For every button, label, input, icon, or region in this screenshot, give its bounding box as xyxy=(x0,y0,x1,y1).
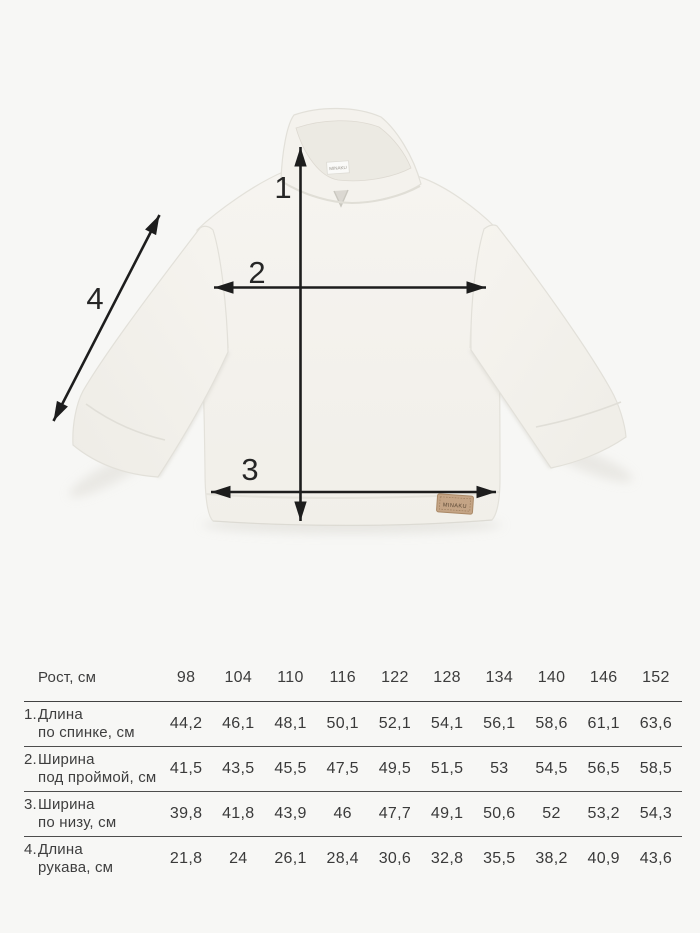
collar-tag-text: MINAKU xyxy=(329,164,347,172)
value-cell: 50,1 xyxy=(326,715,359,732)
table-row-back-length xyxy=(24,702,682,747)
brand-patch xyxy=(436,494,473,514)
row-name-line2: под проймой, см xyxy=(38,769,157,786)
table-header-row xyxy=(24,655,682,702)
row-label xyxy=(24,841,160,878)
value-cell: 44,2 xyxy=(169,715,203,732)
value-cell: 61,1 xyxy=(587,715,620,732)
row-name-line2: по низу, см xyxy=(38,814,117,831)
value-cell: 47,7 xyxy=(378,805,412,822)
value-cell: 30,6 xyxy=(378,850,412,867)
value-cell: 35,5 xyxy=(483,850,516,867)
value-cell: 41,8 xyxy=(222,805,255,822)
value-cell: 38,2 xyxy=(535,850,568,867)
measure-label-2: 2 xyxy=(248,255,266,290)
value-cell: 51,5 xyxy=(430,760,464,777)
collar-tag xyxy=(327,161,350,175)
value-cell: 47,5 xyxy=(326,760,359,777)
row-name-line2: рукава, см xyxy=(38,859,114,876)
value-cell: 58,6 xyxy=(535,715,568,732)
value-cell: 63,6 xyxy=(639,715,673,732)
row-name-line1: Ширина xyxy=(38,750,95,768)
value-cell: 54,1 xyxy=(430,715,464,732)
value-cell: 54,3 xyxy=(639,805,673,822)
measure-label-3: 3 xyxy=(241,452,259,487)
value-cell: 46 xyxy=(333,805,352,822)
table-row-bottom-width xyxy=(24,792,682,837)
value-cell: 53,2 xyxy=(587,805,620,822)
size-col-128: 128 xyxy=(433,669,461,686)
size-col-152: 152 xyxy=(642,669,670,686)
measure-label-1: 1 xyxy=(274,170,292,205)
value-cell: 46,1 xyxy=(222,715,255,732)
table-row-sleeve-length xyxy=(24,837,682,881)
row-number: 1. xyxy=(24,705,37,723)
row-name-line1: Ширина xyxy=(38,795,95,813)
value-cell: 58,5 xyxy=(639,760,673,777)
value-cell: 56,5 xyxy=(587,760,620,777)
row-number: 4. xyxy=(24,840,37,858)
row-number: 3. xyxy=(24,795,37,813)
size-col-116: 116 xyxy=(329,669,356,686)
value-cell: 49,5 xyxy=(378,760,412,777)
brand-patch-text: MINAKU xyxy=(442,502,468,511)
value-cell: 43,5 xyxy=(222,760,255,777)
size-col-104: 104 xyxy=(224,669,253,686)
table-row-chest-width xyxy=(24,747,682,792)
size-col-110: 110 xyxy=(277,669,304,686)
size-col-122: 122 xyxy=(381,669,409,686)
row-name-line2: по спинке, см xyxy=(38,724,135,741)
value-cell: 21,8 xyxy=(169,850,203,867)
size-table xyxy=(24,655,682,881)
size-col-140: 140 xyxy=(537,669,566,686)
value-cell: 32,8 xyxy=(430,850,464,867)
value-cell: 28,4 xyxy=(326,850,359,867)
value-cell: 45,5 xyxy=(274,760,307,777)
size-col-134: 134 xyxy=(485,669,514,686)
value-cell: 41,5 xyxy=(169,760,203,777)
value-cell: 26,1 xyxy=(274,850,307,867)
row-label xyxy=(24,796,160,833)
height-header: Рост, см xyxy=(38,668,97,686)
value-cell: 50,6 xyxy=(483,805,516,822)
row-name-line1: Длина xyxy=(38,705,83,723)
size-col-146: 146 xyxy=(589,669,618,686)
value-cell: 52,1 xyxy=(378,715,412,732)
size-col-98: 98 xyxy=(176,669,196,686)
value-cell: 39,8 xyxy=(169,805,203,822)
value-cell: 49,1 xyxy=(430,805,464,822)
row-name xyxy=(38,751,156,788)
row-name-line1: Длина xyxy=(38,840,83,858)
value-cell: 54,5 xyxy=(535,760,568,777)
row-label xyxy=(24,751,160,788)
collar xyxy=(281,108,421,206)
row-name xyxy=(38,796,116,833)
value-cell: 40,9 xyxy=(587,850,620,867)
row-label xyxy=(24,706,160,743)
row-number: 2. xyxy=(24,750,37,768)
value-cell: 24 xyxy=(229,850,248,867)
value-cell: 43,6 xyxy=(639,850,673,867)
value-cell: 52 xyxy=(542,805,561,822)
value-cell: 43,9 xyxy=(274,805,307,822)
measure-label-4: 4 xyxy=(86,281,104,316)
row-name xyxy=(38,706,135,743)
row-name xyxy=(38,841,113,878)
value-cell: 48,1 xyxy=(274,715,307,732)
value-cell: 53 xyxy=(490,760,509,777)
value-cell: 56,1 xyxy=(483,715,516,732)
